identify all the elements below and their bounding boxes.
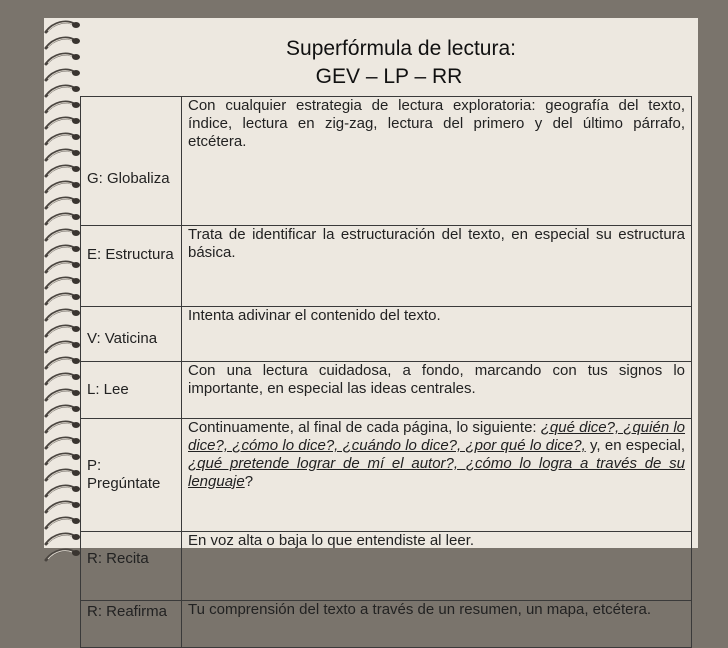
- row-description: Intenta adivinar el contenido del texto.: [182, 307, 692, 362]
- binding-ring: [46, 502, 80, 512]
- description-intro: Continuamente, al final de cada página, lo siguiente:: [188, 419, 541, 436]
- table-row: [81, 362, 692, 419]
- binding-ring: [46, 550, 80, 560]
- binding-ring: [46, 454, 80, 464]
- binding-ring: [46, 182, 80, 192]
- binding-ring: [46, 294, 80, 304]
- row-label: V: Vaticina: [81, 307, 182, 362]
- binding-ring: [46, 310, 80, 320]
- binding-ring: [46, 262, 80, 272]
- row-description: Trata de identificar la estructuración del texto, en especial su estructura básica.: [182, 226, 692, 307]
- row-description: [182, 419, 692, 532]
- slide: [44, 18, 698, 620]
- description-emphasis: ¿qué pretende lograr de mí el autor?, ¿cómo lo logra a través de su lenguaje: [188, 455, 685, 490]
- binding-ring: [46, 406, 80, 416]
- binding-ring: [46, 486, 80, 496]
- binding-ring: [46, 198, 80, 208]
- binding-ring: [46, 166, 80, 176]
- row-description: Con una lectura cuidadosa, a fondo, marcando con tus signos lo importante, en especial las ideas centrales.: [182, 362, 692, 419]
- row-description: Tu comprensión del texto a través de un resumen, un mapa, etcétera.: [182, 601, 692, 648]
- binding-ring: [46, 118, 80, 128]
- binding-ring: [46, 390, 80, 400]
- description-end: ?: [244, 473, 254, 490]
- row-description: Con cualquier estrategia de lectura exploratoria: geografía del texto, índice, lectura en zig-zag, lectura del primero y del último párrafo, etcétera.: [182, 97, 692, 226]
- table-row: [81, 97, 692, 226]
- row-description: En voz alta o baja lo que entendiste al leer.: [182, 532, 692, 601]
- binding-ring: [46, 134, 80, 144]
- binding-ring: [46, 358, 80, 368]
- row-label: L: Lee: [81, 362, 182, 419]
- description-middle: y, en especial,: [585, 437, 685, 454]
- slide-subtitle: GEV – LP – RR: [315, 65, 463, 88]
- binding-ring: [46, 278, 80, 288]
- row-label: R: Recita: [81, 532, 182, 601]
- binding-ring: [46, 214, 80, 224]
- row-label: E: Estructura: [81, 226, 182, 307]
- row-label: G: Globaliza: [81, 97, 182, 226]
- binding-ring: [46, 470, 80, 480]
- table-row: [81, 307, 692, 362]
- table-row: [81, 532, 692, 601]
- binding-ring: [46, 438, 80, 448]
- binding-ring: [46, 342, 80, 352]
- binding-ring: [46, 374, 80, 384]
- binding-ring: [46, 246, 80, 256]
- table-row: [81, 226, 692, 307]
- binding-ring: [46, 422, 80, 432]
- description-questions: ¿qué dice?, ¿quién lo dice?, ¿cómo lo dice?, ¿cuándo lo dice?, ¿por qué lo dice?,: [188, 419, 686, 454]
- row-label: P: Pregúntate: [81, 419, 182, 532]
- binding-ring: [46, 150, 80, 160]
- binding-ring: [46, 102, 80, 112]
- table-row: [81, 601, 692, 648]
- lectura-table: [80, 96, 692, 648]
- binding-ring: [46, 22, 80, 32]
- binding-ring: [46, 518, 80, 528]
- slide-title: Superfórmula de lectura:: [286, 37, 516, 60]
- row-label: R: Reafirma: [81, 601, 182, 648]
- table-row: [81, 419, 692, 532]
- binding-ring: [46, 534, 80, 544]
- binding-ring: [46, 230, 80, 240]
- binding-ring: [46, 326, 80, 336]
